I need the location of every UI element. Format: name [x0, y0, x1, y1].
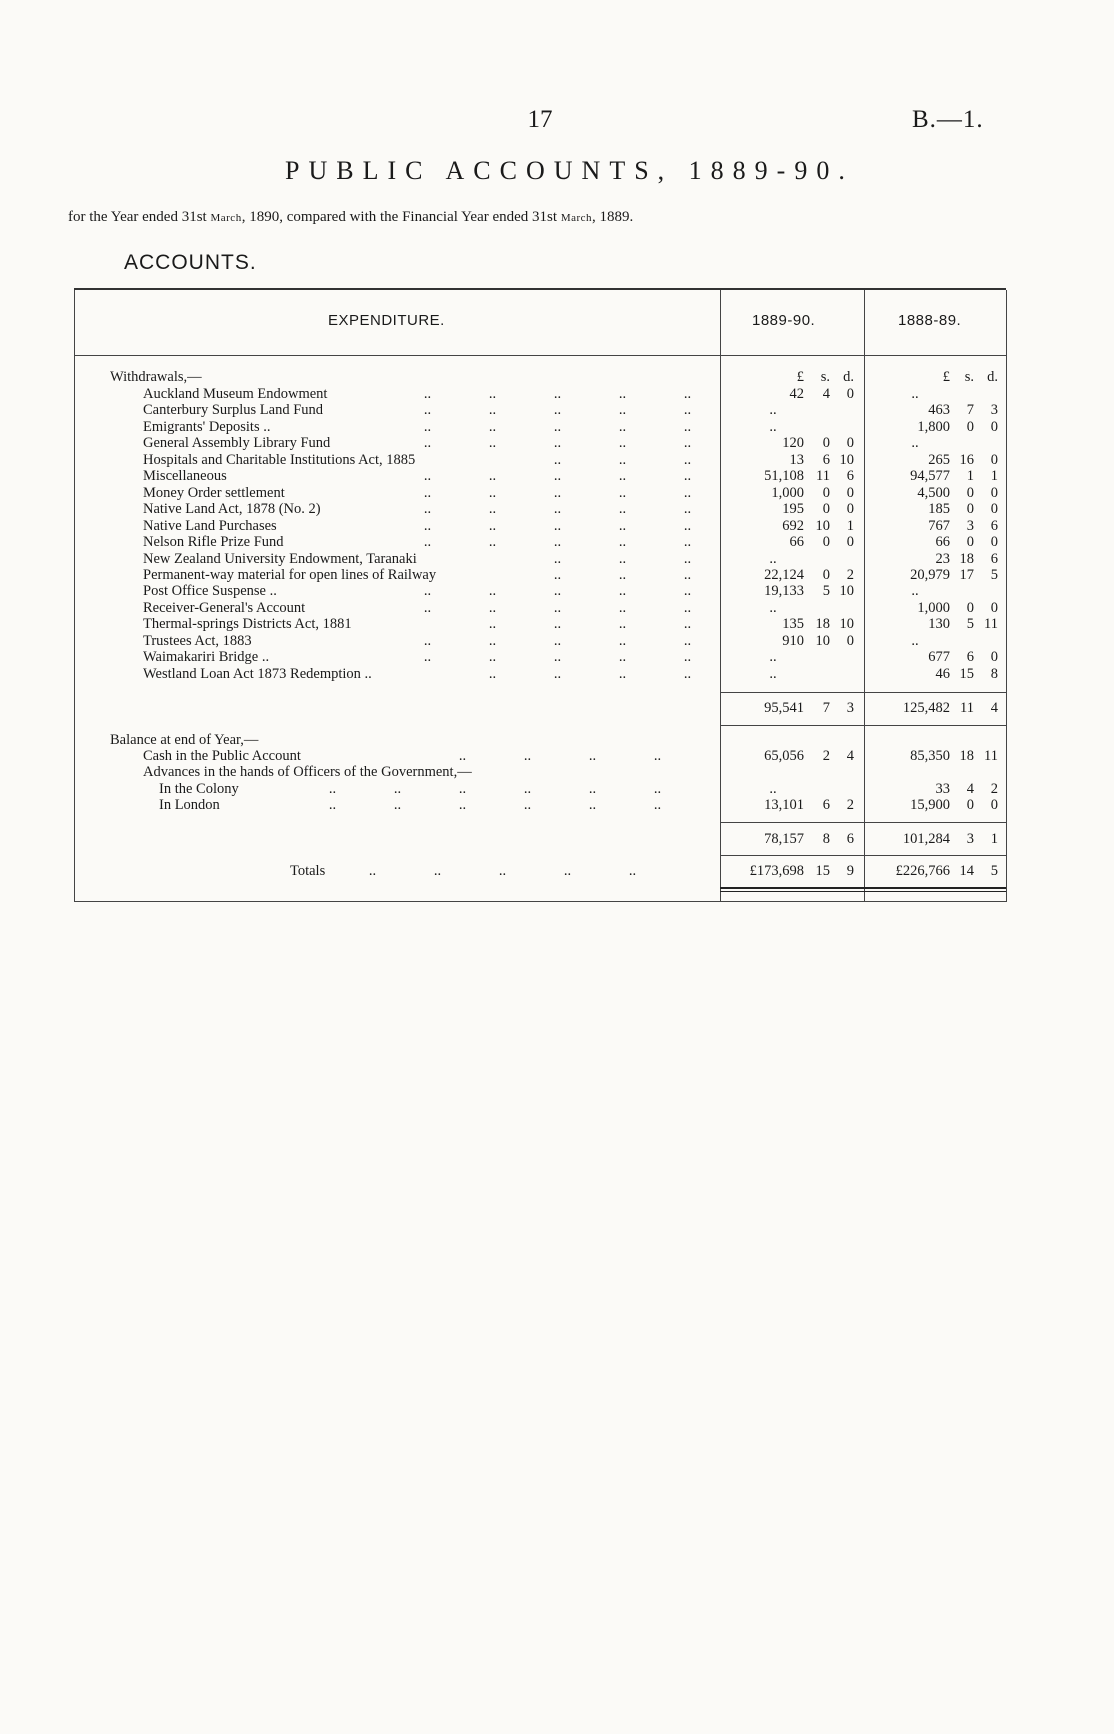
totals-double-rule	[720, 887, 1006, 889]
row-label: Post Office Suspense ..	[143, 583, 277, 600]
section-heading: ACCOUNTS.	[124, 251, 257, 274]
advances-heading-row	[0, 764, 1114, 781]
table-row	[0, 435, 1114, 452]
dot-leader: .. .. .. .. ..	[423, 583, 692, 600]
grand-total-shillings: 14	[959, 863, 974, 879]
cell-pounds: 94,577	[910, 468, 950, 485]
paper-reference: B.—1.	[912, 106, 984, 133]
subtitle-part: for the Year ended 31st	[68, 209, 211, 225]
cell-shillings: 0	[822, 484, 830, 501]
table-row	[0, 616, 1114, 633]
cell-shillings: 6	[822, 797, 830, 813]
cell-pence: 10	[839, 616, 854, 633]
cell-shillings: 16	[959, 451, 974, 468]
row-label: Hospitals and Charitable Institutions Act, 1885	[143, 451, 416, 468]
total-pence: 6	[846, 831, 854, 847]
london-row	[0, 797, 1114, 814]
cell-pounds: 22,124	[764, 566, 804, 583]
cell-shillings: 18	[959, 748, 974, 764]
row-label: Westland Loan Act 1873 Redemption ..	[143, 665, 372, 682]
cell-shillings: 0	[822, 534, 830, 551]
cell-shillings: 0	[966, 484, 974, 501]
total-pence: 1	[990, 831, 998, 847]
total-pence: 4	[990, 700, 998, 716]
dot-leader: .. .. .. .. ..	[423, 484, 692, 501]
table-row	[0, 583, 1114, 600]
table-row	[0, 468, 1114, 485]
cell-pounds: 13,101	[764, 797, 804, 813]
cell-shillings: 5	[822, 583, 830, 600]
cell-shillings: 15	[959, 665, 974, 682]
balance-total-row	[0, 831, 1114, 848]
dot-leader: .. .. .. .. ..	[423, 599, 692, 616]
cell-pounds: 1,000	[771, 484, 804, 501]
totals-row	[0, 863, 1114, 880]
total-pounds: 101,284	[902, 831, 950, 847]
cell-shillings: 10	[815, 632, 830, 649]
grand-total-pounds: £173,698	[749, 863, 804, 879]
cell-pounds: 15,900	[910, 797, 950, 813]
cell-pounds: 66	[935, 534, 950, 551]
cell-pence: 5	[990, 566, 998, 583]
subtitle-month: March	[210, 212, 242, 224]
dot-leader: .. .. .. ..	[458, 748, 662, 764]
table-row	[0, 452, 1114, 469]
col-header-expenditure: EXPENDITURE.	[328, 312, 445, 329]
dot-leader: .. .. .. .. ..	[423, 386, 692, 402]
cell-shillings: 18	[959, 550, 974, 567]
cell-pounds: ..	[911, 386, 919, 402]
subtotal-rule	[720, 692, 1006, 693]
cell-pence: 10	[839, 451, 854, 468]
cell-shillings: 0	[966, 534, 974, 551]
cell-pounds: 185	[928, 501, 950, 518]
page-number: 17	[527, 106, 553, 133]
cell-pounds: 910	[782, 632, 804, 649]
total-pounds: 78,157	[764, 831, 804, 847]
balance-heading: Balance at end of Year,—	[110, 732, 259, 748]
cell-pounds: ..	[769, 402, 777, 419]
grand-total-pence: 9	[846, 863, 854, 879]
cell-shillings: 4	[966, 781, 974, 797]
cell-pounds: 20,979	[910, 566, 950, 583]
table-row	[0, 666, 1114, 683]
cell-pounds: ..	[769, 599, 777, 616]
table-row	[0, 551, 1114, 568]
row-label: Cash in the Public Account	[143, 748, 301, 764]
cell-shillings: 0	[822, 435, 830, 452]
grand-total-shillings: 15	[815, 863, 830, 879]
unit-shillings: s.	[964, 369, 974, 385]
advances-heading: Advances in the hands of Officers of the Government,—	[143, 764, 472, 780]
dot-leader: .. .. .. .. .. ..	[328, 781, 662, 797]
total-shillings: 11	[960, 700, 974, 716]
table-row	[0, 402, 1114, 419]
cell-pounds: 677	[928, 649, 950, 666]
cell-shillings: 5	[966, 616, 974, 633]
dot-leader: .. .. .. ..	[488, 665, 692, 682]
row-label: Miscellaneous	[143, 468, 227, 485]
dot-leader: .. .. ..	[553, 566, 692, 583]
cell-pounds: 42	[789, 386, 804, 402]
cell-pounds: 130	[928, 616, 950, 633]
cell-pounds: 66	[789, 534, 804, 551]
subtotal-rule	[720, 855, 1006, 856]
cell-pounds: 33	[935, 781, 950, 797]
total-shillings: 7	[822, 700, 830, 716]
cell-pounds: 463	[928, 402, 950, 419]
cash-row	[0, 748, 1114, 765]
row-label: Canterbury Surplus Land Fund	[143, 402, 324, 419]
cell-pence: 0	[990, 418, 998, 435]
cell-pounds: ..	[911, 435, 919, 452]
cell-pounds: 692	[782, 517, 804, 534]
dot-leader: .. .. .. .. ..	[423, 468, 692, 485]
row-label: Nelson Rifle Prize Fund	[143, 534, 284, 551]
unit-pound: £	[942, 369, 950, 385]
row-label: Native Land Purchases	[143, 517, 277, 534]
cell-pounds: 65,056	[764, 748, 804, 764]
grand-total-pence: 5	[990, 863, 998, 879]
row-label: Trustees Act, 1883	[143, 632, 252, 649]
cell-pounds: 51,108	[764, 468, 804, 485]
subtitle-part: , 1890, compared with the Financial Year ended 31st	[241, 209, 561, 225]
cell-pence: 0	[846, 435, 854, 452]
row-label: Permanent-way material for open lines of Railway	[143, 566, 437, 583]
table-row	[0, 633, 1114, 650]
dot-leader: .. .. .. .. .. ..	[328, 797, 662, 813]
dot-leader: .. .. .. .. ..	[423, 501, 692, 518]
dot-leader: .. .. .. .. ..	[423, 418, 692, 435]
table-row	[0, 419, 1114, 436]
cell-shillings: 3	[966, 517, 974, 534]
totals-label: Totals	[290, 863, 326, 879]
cell-shillings: 6	[822, 451, 830, 468]
row-label: Waimakariri Bridge ..	[143, 649, 270, 666]
unit-pound: £	[796, 369, 804, 385]
cell-pence: 0	[846, 632, 854, 649]
cell-pence: 2	[846, 797, 854, 813]
dot-leader: .. .. ..	[553, 550, 692, 567]
cell-pence: 0	[990, 501, 998, 518]
table-row	[0, 534, 1114, 551]
cell-pounds: 4,500	[917, 484, 950, 501]
unit-pence: d.	[987, 369, 998, 385]
total-pounds: 95,541	[764, 700, 804, 716]
cell-pence: 0	[990, 797, 998, 813]
col-header-1888-89: 1888-89.	[898, 312, 962, 329]
cell-shillings: 0	[966, 501, 974, 518]
cell-pence: 11	[984, 748, 998, 764]
cell-pence: 0	[990, 649, 998, 666]
withdrawals-total-row	[0, 700, 1114, 717]
cell-shillings: 1	[966, 468, 974, 485]
cell-pounds: ..	[911, 583, 919, 600]
cell-shillings: 0	[966, 797, 974, 813]
cell-pence: 0	[990, 599, 998, 616]
row-label: Native Land Act, 1878 (No. 2)	[143, 501, 321, 518]
table-row	[0, 501, 1114, 518]
row-label: Thermal-springs Districts Act, 1881	[143, 616, 352, 633]
cell-shillings: 11	[816, 468, 830, 485]
cell-pounds: 23	[935, 550, 950, 567]
cell-pence: 6	[990, 517, 998, 534]
balance-heading-row	[0, 732, 1114, 749]
unit-shillings: s.	[820, 369, 830, 385]
cell-shillings: 10	[815, 517, 830, 534]
cell-pence: 0	[846, 534, 854, 551]
cell-pounds: 120	[782, 435, 804, 452]
cell-shillings: 7	[966, 402, 974, 419]
table-row	[0, 649, 1114, 666]
dot-leader: .. .. .. .. ..	[368, 863, 637, 879]
cell-pence: 2	[990, 781, 998, 797]
cell-pence: 6	[846, 468, 854, 485]
table-row	[0, 386, 1114, 403]
cell-shillings: 0	[966, 418, 974, 435]
cell-shillings: 0	[966, 599, 974, 616]
total-pence: 3	[846, 700, 854, 716]
row-label: New Zealand University Endowment, Taranaki	[143, 550, 417, 567]
cell-pence: 0	[990, 534, 998, 551]
dot-leader: .. .. .. .. ..	[423, 402, 692, 419]
totals-double-rule	[720, 891, 1006, 892]
cell-pence: 0	[846, 386, 854, 402]
cell-pence: 0	[990, 451, 998, 468]
row-label: Auckland Museum Endowment	[143, 386, 328, 402]
row-label: Money Order settlement	[143, 484, 285, 501]
header-rule	[74, 355, 1006, 356]
cell-pounds: 767	[928, 517, 950, 534]
total-shillings: 8	[822, 831, 830, 847]
cell-pence: 11	[984, 616, 998, 633]
cell-pence: 10	[839, 583, 854, 600]
total-shillings: 3	[966, 831, 974, 847]
dot-leader: .. .. .. .. ..	[423, 435, 692, 452]
cell-pence: 0	[990, 484, 998, 501]
cell-pounds: ..	[769, 418, 777, 435]
cell-pounds: 135	[782, 616, 804, 633]
cell-shillings: 6	[966, 649, 974, 666]
cell-pence: 8	[990, 665, 998, 682]
table-row	[0, 485, 1114, 502]
cell-pounds: ..	[769, 665, 777, 682]
subtotal-rule	[720, 725, 1006, 726]
dot-leader: .. .. .. .. ..	[423, 534, 692, 551]
cell-pounds: 85,350	[910, 748, 950, 764]
row-label: Emigrants' Deposits ..	[143, 418, 271, 435]
cell-pounds: 1,000	[917, 599, 950, 616]
cell-pounds: 46	[935, 665, 950, 682]
dot-leader: .. .. .. ..	[488, 616, 692, 633]
cell-shillings: 18	[815, 616, 830, 633]
row-label: In the Colony	[159, 781, 239, 797]
cell-shillings: 17	[959, 566, 974, 583]
grand-total-pounds: £226,766	[895, 863, 950, 879]
dot-leader: .. .. .. .. ..	[423, 649, 692, 666]
cell-pence: 4	[846, 748, 854, 764]
units-row	[0, 369, 1114, 386]
cell-pounds: 195	[782, 501, 804, 518]
row-label: Receiver-General's Account	[143, 599, 306, 616]
cell-pounds: ..	[769, 649, 777, 666]
subtitle-part: , 1889.	[592, 209, 634, 225]
cell-shillings: 0	[822, 501, 830, 518]
cell-pence: 0	[846, 484, 854, 501]
subtitle	[68, 209, 633, 226]
colony-row	[0, 781, 1114, 798]
cell-pence: 3	[990, 402, 998, 419]
cell-pounds: ..	[769, 781, 777, 797]
cell-pence: 0	[846, 501, 854, 518]
table-row	[0, 518, 1114, 535]
row-label: In London	[159, 797, 220, 813]
cell-shillings: 4	[822, 386, 830, 402]
cell-pence: 6	[990, 550, 998, 567]
cell-pounds: 265	[928, 451, 950, 468]
table-row	[0, 567, 1114, 584]
dot-leader: .. .. .. .. ..	[423, 632, 692, 649]
withdrawals-heading: Withdrawals,—	[110, 369, 202, 385]
cell-pounds: 13	[789, 451, 804, 468]
table-bottom-rule	[74, 901, 1006, 902]
cell-shillings: 0	[822, 566, 830, 583]
cell-pounds: 19,133	[764, 583, 804, 600]
cell-pence: 1	[846, 517, 854, 534]
cell-shillings: 2	[822, 748, 830, 764]
cell-pence: 2	[846, 566, 854, 583]
table-row	[0, 600, 1114, 617]
subtotal-rule	[720, 822, 1006, 823]
cell-pounds: 1,800	[917, 418, 950, 435]
cell-pounds: ..	[769, 550, 777, 567]
dot-leader: .. .. ..	[553, 451, 692, 468]
page-title: PUBLIC ACCOUNTS, 1889-90.	[285, 156, 854, 185]
col-header-1889-90: 1889-90.	[752, 312, 816, 329]
cell-pence: 1	[990, 468, 998, 485]
subtitle-month: March	[560, 212, 593, 224]
row-label: General Assembly Library Fund	[143, 435, 331, 452]
total-pounds: 125,482	[902, 700, 950, 716]
unit-pence: d.	[843, 369, 854, 385]
dot-leader: .. .. .. .. ..	[423, 517, 692, 534]
cell-pounds: ..	[911, 632, 919, 649]
